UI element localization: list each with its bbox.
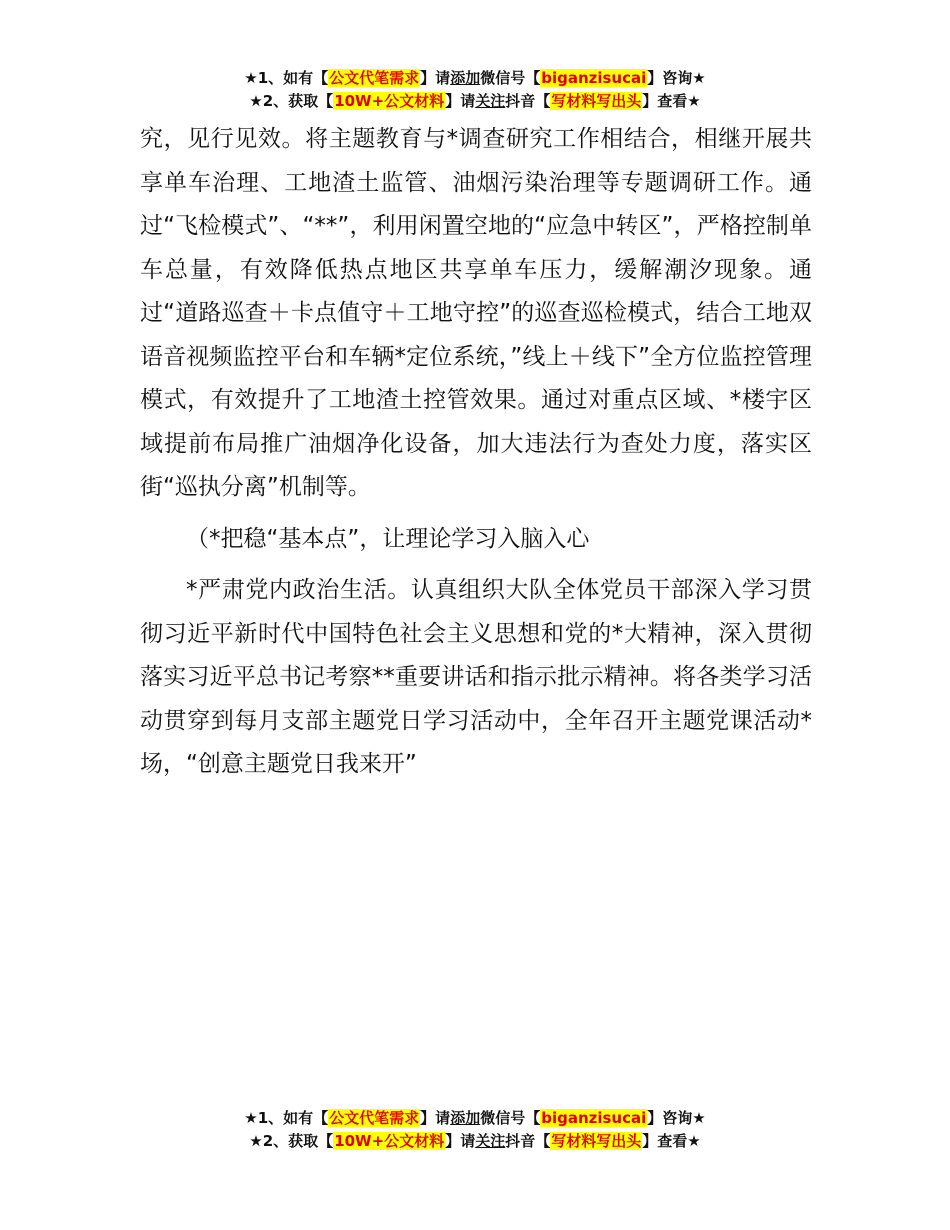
banner-text: 微信号【 xyxy=(480,1109,541,1127)
banner-underlined-text: 添加 xyxy=(450,69,481,87)
banner-prefix: ★1、如有【 xyxy=(244,1109,329,1127)
banner-text: 】请 xyxy=(420,69,451,87)
banner-underlined-text: 关注 xyxy=(475,92,506,110)
footer-banner-line-1 xyxy=(0,1107,950,1130)
banner-text: 微信号【 xyxy=(480,69,541,87)
banner-underlined-text: 添加 xyxy=(450,1109,481,1127)
header-banner xyxy=(0,67,950,113)
banner-suffix: 】咨询★ xyxy=(647,1109,706,1127)
banner-prefix: ★2、获取【 xyxy=(249,1132,334,1150)
banner-text: 】请 xyxy=(445,92,476,110)
highlight-wechat-id: biganzisucai xyxy=(541,69,647,87)
section-heading: （*把稳“基本点”，让理论学习入脑入心 xyxy=(186,525,590,552)
highlight-douyin-account: 写材料写出头 xyxy=(551,1132,642,1150)
banner-suffix: 】查看★ xyxy=(642,1132,701,1150)
banner-text: 抖音【 xyxy=(505,1132,551,1150)
highlight-douyin-account: 写材料写出头 xyxy=(551,92,642,110)
banner-text: 】请 xyxy=(420,1109,451,1127)
banner-prefix: ★1、如有【 xyxy=(244,69,329,87)
footer-banner xyxy=(0,1107,950,1153)
document-body xyxy=(140,118,812,787)
header-banner-line-1 xyxy=(0,67,950,90)
highlight-service: 公文代笔需求 xyxy=(329,1109,420,1127)
banner-prefix: ★2、获取【 xyxy=(249,92,334,110)
highlight-materials: 10W+公文材料 xyxy=(334,92,445,110)
banner-suffix: 】咨询★ xyxy=(647,69,706,87)
footer-banner-line-2 xyxy=(0,1130,950,1153)
banner-text: 抖音【 xyxy=(505,92,551,110)
highlight-wechat-id: biganzisucai xyxy=(541,1109,647,1127)
banner-suffix: 】查看★ xyxy=(642,92,701,110)
banner-text: 】请 xyxy=(445,1132,476,1150)
highlight-materials: 10W+公文材料 xyxy=(334,1132,445,1150)
highlight-service: 公文代笔需求 xyxy=(329,69,420,87)
header-banner-line-2 xyxy=(0,90,950,113)
body-paragraph-2: *严肃党内政治生活。认真组织大队全体党员干部深入学习贯彻习近平新时代中国特色社会主义思想和党的*大精神，深入贯彻落实习近平总书记考察**重要讲话和指示批示精神。将各类学习活动贯穿到每月支部主题党日学习活动中，全年召开主题党课活动*场，“创意主题党日我来开” xyxy=(140,577,812,777)
banner-underlined-text: 关注 xyxy=(475,1132,506,1150)
body-paragraph-1: 究，见行见效。将主题教育与*调查研究工作相结合，相继开展共享单车治理、工地渣土监管、油烟污染治理等专题调研工作。通过“飞检模式”、“**”，利用闲置空地的“应急中转区”，严格控制单车总量，有效降低热点地区共享单车压力，缓解潮汐现象。通过“道路巡查＋卡点值守＋工地守控”的巡查巡检模式，结合工地双语音视频监控平台和车辆*定位系统，”线上＋线下”全方位监控管理模式，有效提升了工地渣土控管效果。通过对重点区域、*楼宇区域提前布局推广油烟净化设备，加大违法行为查处力度，落实区街“巡执分离”机制等。 xyxy=(140,126,812,500)
